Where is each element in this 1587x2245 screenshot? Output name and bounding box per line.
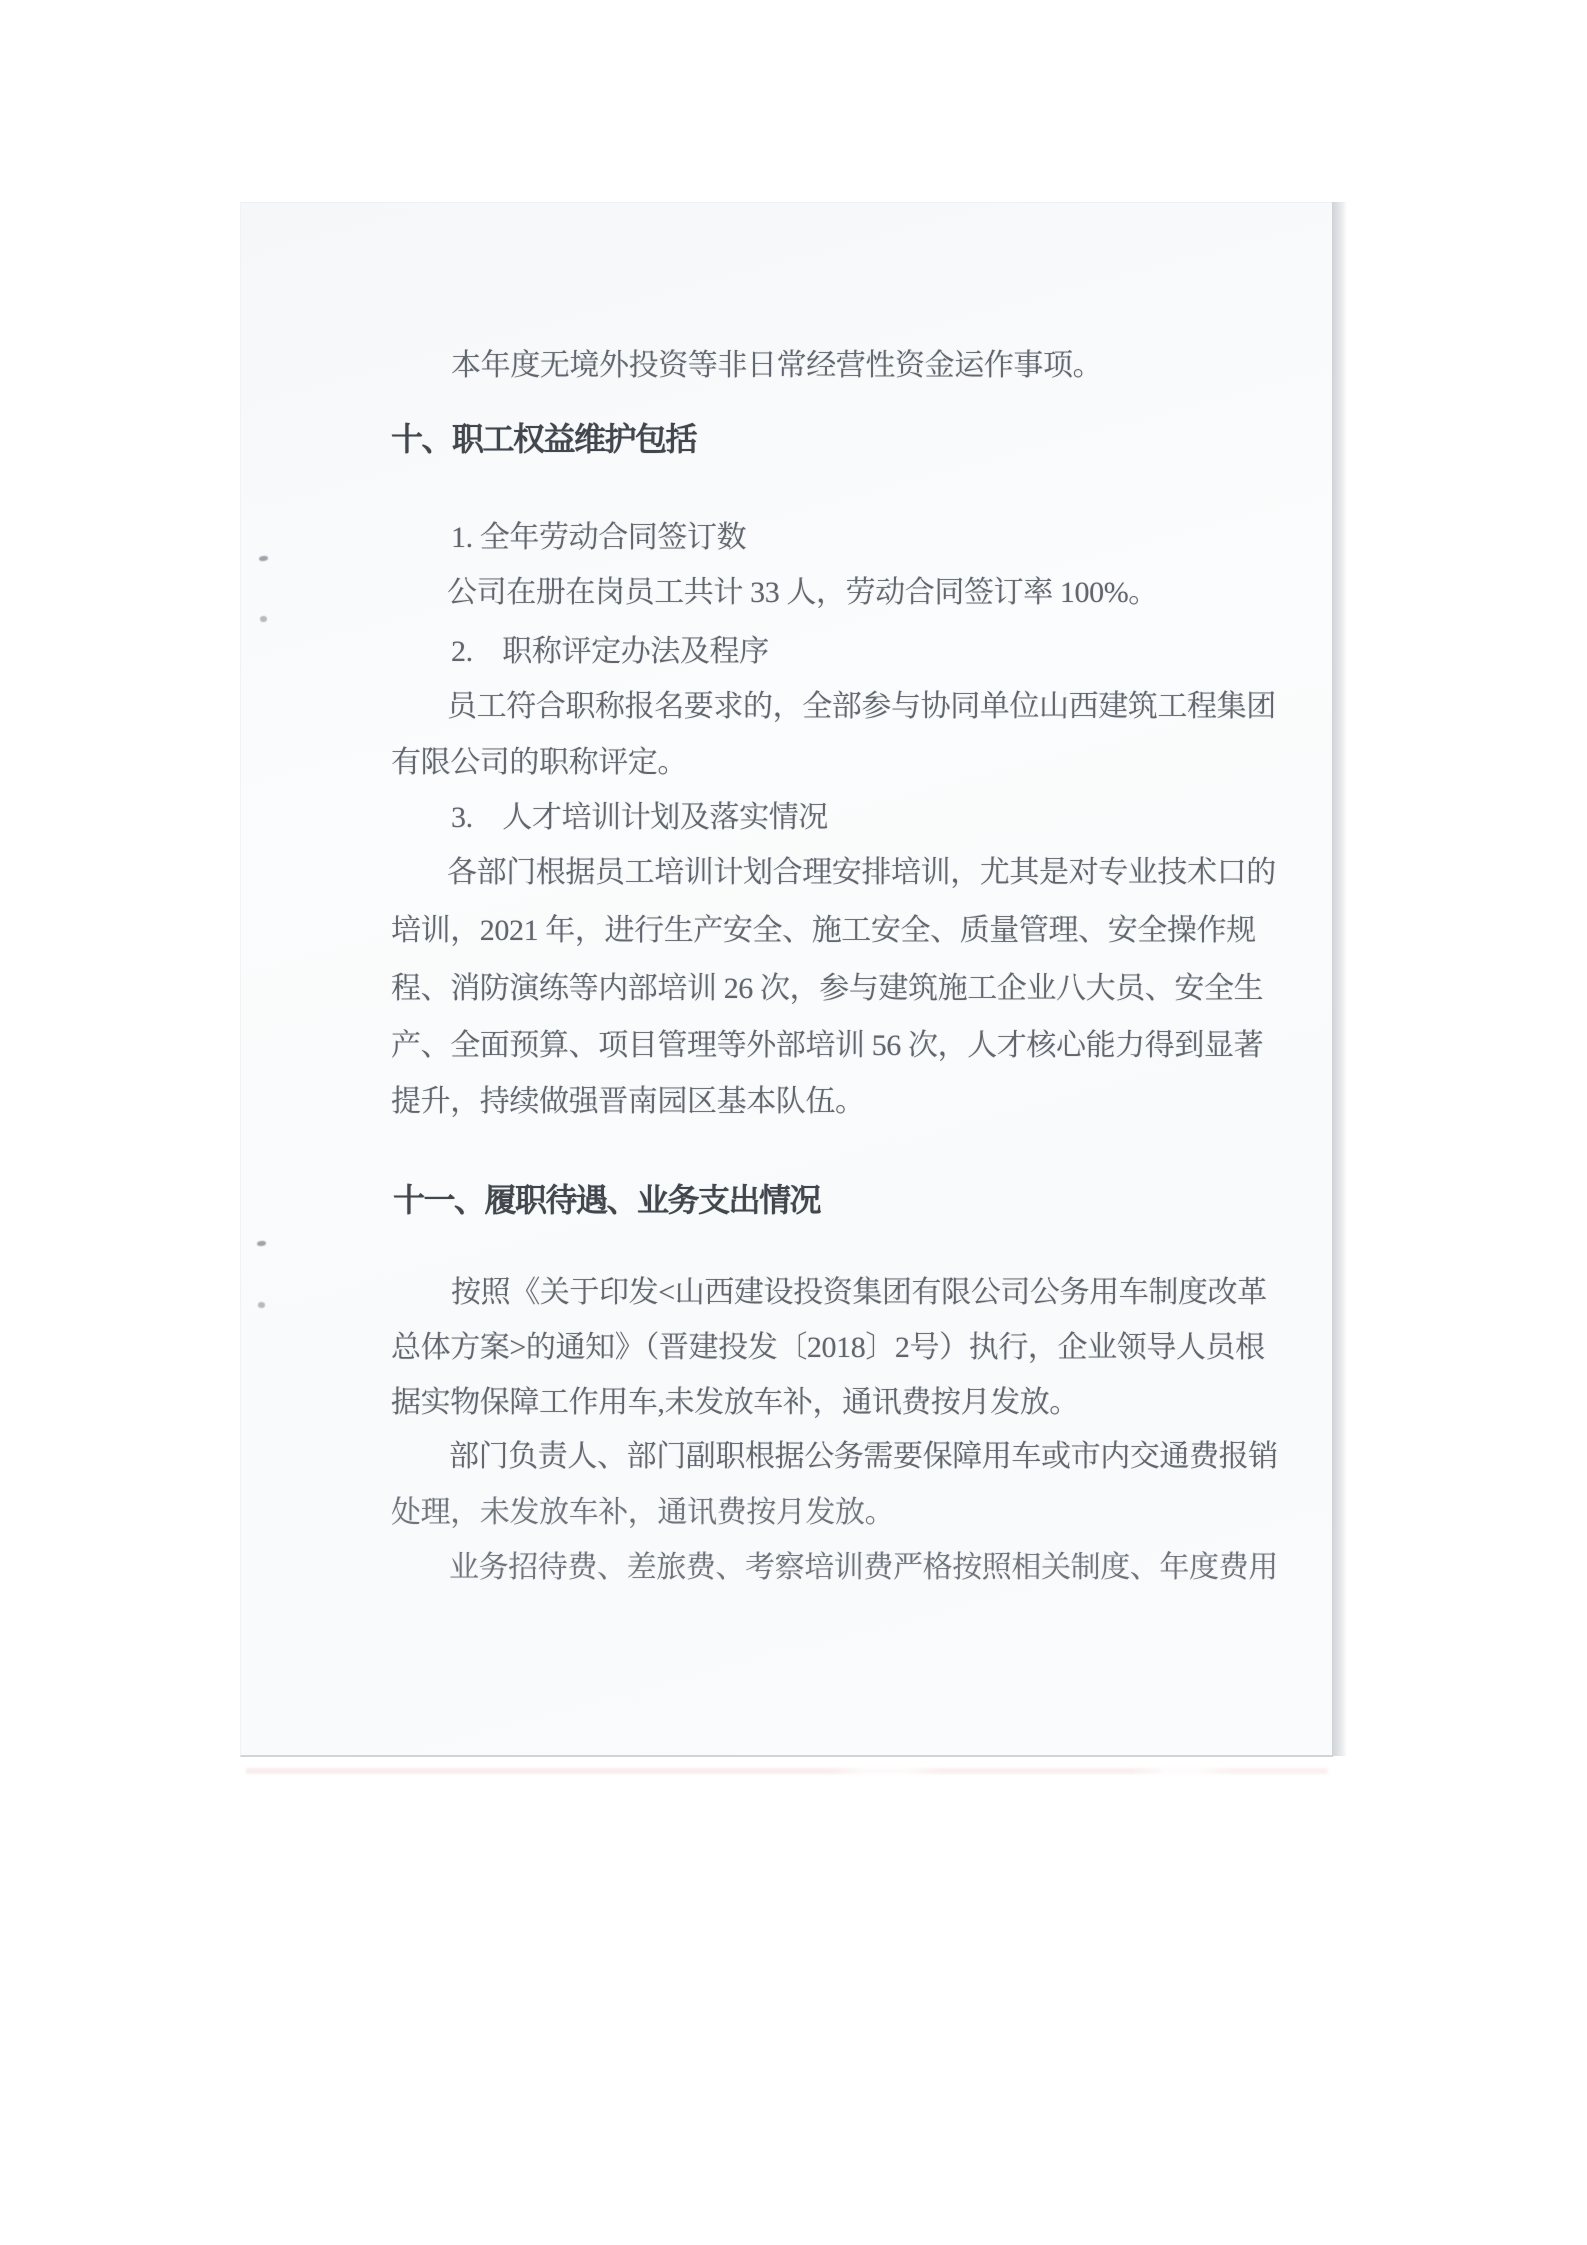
text-line-item2-body-1: 员工符合职称报名要求的，全部参与协同单位山西建筑工程集团: [447, 690, 1276, 723]
scan-artifact-line: [246, 1768, 1328, 1774]
text-line-item3-body-2: 培训，2021 年，进行生产安全、施工安全、质量管理、安全操作规: [391, 914, 1256, 947]
text-line-para3-1: 业务招待费、差旅费、考察培训费严格按照相关制度、年度费用: [449, 1551, 1278, 1584]
text-line-item2-title: 2. 职称评定办法及程序: [451, 635, 769, 668]
text-line-item3-body-5: 提升，持续做强晋南园区基本队伍。: [391, 1085, 865, 1118]
document-page: [240, 202, 1333, 1757]
text-line-para1-3: 据实物保障工作用车,未发放车补，通讯费按月发放。: [391, 1386, 1079, 1419]
text-line-item3-body-3: 程、消防演练等内部培训 26 次，参与建筑施工企业八大员、安全生: [391, 972, 1264, 1005]
section-heading-11: 十一、履职待遇、业务支出情况: [393, 1182, 821, 1218]
scan-speck: [257, 1241, 266, 1247]
page-edge-shadow: [1332, 202, 1347, 1756]
text-line-item1-title: 1. 全年劳动合同签订数: [451, 521, 747, 554]
text-line-item2-body-2: 有限公司的职称评定。: [391, 746, 687, 779]
scan-speck: [258, 1302, 265, 1308]
text-line-intro: 本年度无境外投资等非日常经营性资金运作事项。: [451, 349, 1103, 382]
section-heading-10: 十、职工权益维护包括: [391, 421, 697, 457]
scan-speck: [260, 616, 267, 622]
text-line-para2-2: 处理，未发放车补，通讯费按月发放。: [391, 1496, 895, 1529]
text-line-para1-2: 总体方案>的通知》（晋建投发〔2018〕2号）执行，企业领导人员根: [391, 1331, 1265, 1364]
text-line-item1-body: 公司在册在岗员工共计 33 人，劳动合同签订率 100%。: [447, 576, 1158, 609]
text-line-item3-body-4: 产、全面预算、项目管理等外部培训 56 次，人才核心能力得到显著: [391, 1029, 1264, 1062]
text-line-para1-1: 按照《关于印发<山西建设投资集团有限公司公务用车制度改革: [451, 1276, 1267, 1309]
text-line-item3-title: 3. 人才培训计划及落实情况: [451, 801, 828, 834]
scan-speck: [259, 555, 269, 561]
text-line-para2-1: 部门负责人、部门副职根据公务需要保障用车或市内交通费报销: [449, 1440, 1278, 1473]
text-line-item3-body-1: 各部门根据员工培训计划合理安排培训，尤其是对专业技术口的: [447, 856, 1276, 889]
